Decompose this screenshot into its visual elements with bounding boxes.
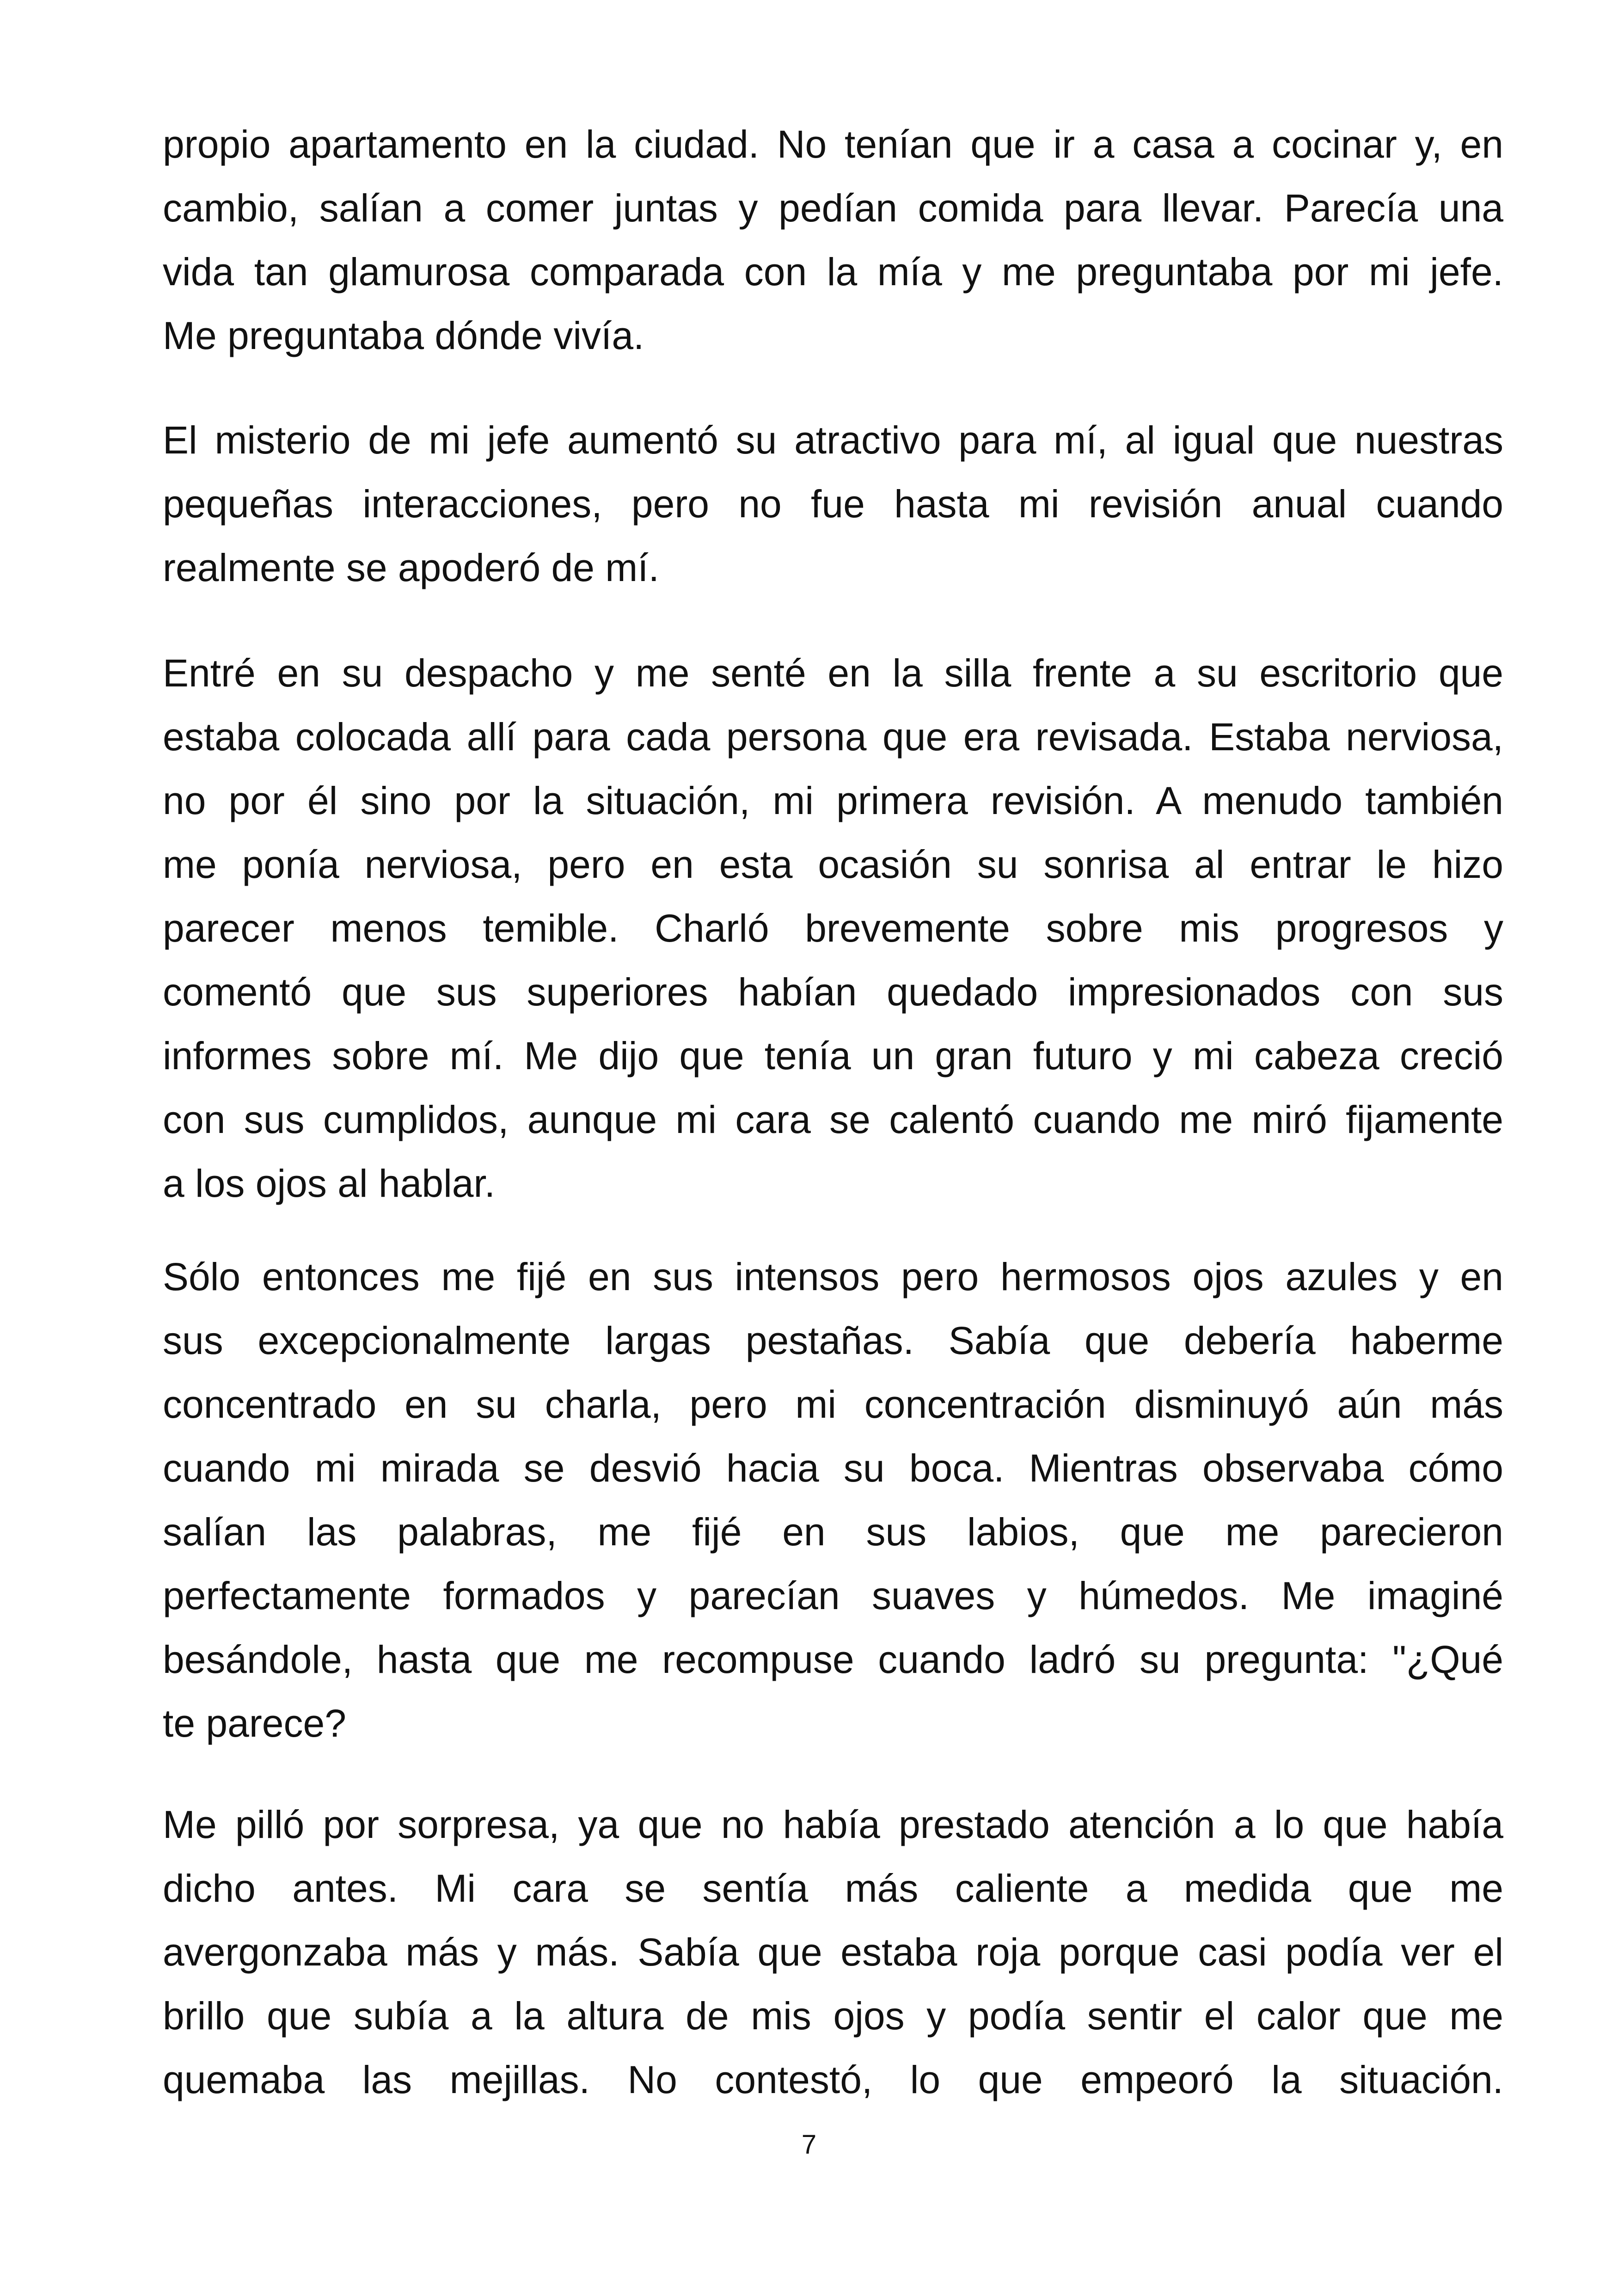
text-line: dicho antes. Mi cara se sentía más caliente a medida que me	[163, 1867, 1503, 1910]
text-line: quemaba las mejillas. No contestó, lo que empeoró la situación.	[163, 2058, 1503, 2101]
text-line: informes sobre mí. Me dijo que tenía un gran futuro y mi cabeza creció	[163, 1034, 1503, 1078]
text-line: propio apartamento en la ciudad. No tenían que ir a casa a cocinar y, en	[163, 122, 1503, 166]
text-line: Me pilló por sorpresa, ya que no había prestado atención a lo que había	[163, 1803, 1503, 1846]
document-page	[163, 0, 1503, 2296]
text-line: concentrado en su charla, pero mi concentración disminuyó aún más	[163, 1383, 1503, 1426]
text-line: El misterio de mi jefe aumentó su atractivo para mí, al igual que nuestras	[163, 418, 1503, 462]
text-line: perfectamente formados y parecían suaves y húmedos. Me imaginé	[163, 1574, 1503, 1617]
text-line: avergonzaba más y más. Sabía que estaba roja porque casi podía ver el	[163, 1930, 1503, 1974]
text-line: pequeñas interacciones, pero no fue hasta mi revisión anual cuando	[163, 482, 1503, 526]
page-number: 7	[801, 2130, 817, 2160]
paragraph-5	[163, 1793, 1503, 2112]
text-line: comentó que sus superiores habían quedado impresionados con sus	[163, 970, 1503, 1014]
text-line: cambio, salían a comer juntas y pedían comida para llevar. Parecía una	[163, 186, 1503, 230]
text-line: te parece?	[163, 1702, 346, 1745]
text-line: parecer menos temible. Charló brevemente sobre mis progresos y	[163, 906, 1503, 950]
text-line: realmente se apoderó de mí.	[163, 546, 659, 589]
paragraph-3	[163, 641, 1503, 1215]
text-line: Me preguntaba dónde vivía.	[163, 314, 644, 357]
text-line: salían las palabras, me fijé en sus labios, que me parecieron	[163, 1510, 1503, 1554]
text-line: Sólo entonces me fijé en sus intensos pero hermosos ojos azules y en	[163, 1255, 1503, 1298]
text-line: cuando mi mirada se desvió hacia su boca. Mientras observaba cómo	[163, 1446, 1503, 1490]
text-line: brillo que subía a la altura de mis ojos y podía sentir el calor que me	[163, 1994, 1503, 2038]
text-line: con sus cumplidos, aunque mi cara se calentó cuando me miró fijamente	[163, 1098, 1503, 1141]
text-line: sus excepcionalmente largas pestañas. Sabía que debería haberme	[163, 1319, 1503, 1362]
text-line: estaba colocada allí para cada persona que era revisada. Estaba nerviosa,	[163, 715, 1503, 759]
paragraph-4	[163, 1245, 1503, 1755]
text-line: a los ojos al hablar.	[163, 1162, 496, 1205]
text-line: vida tan glamurosa comparada con la mía y me preguntaba por mi jefe.	[163, 250, 1503, 294]
text-line: besándole, hasta que me recompuse cuando ladró su pregunta: "¿Qué	[163, 1638, 1503, 1681]
paragraph-2	[163, 408, 1503, 600]
text-line: Entré en su despacho y me senté en la silla frente a su escritorio que	[163, 651, 1503, 695]
text-line: me ponía nerviosa, pero en esta ocasión su sonrisa al entrar le hizo	[163, 843, 1503, 886]
paragraph-1	[163, 112, 1503, 367]
text-line: no por él sino por la situación, mi primera revisión. A menudo también	[163, 779, 1503, 822]
